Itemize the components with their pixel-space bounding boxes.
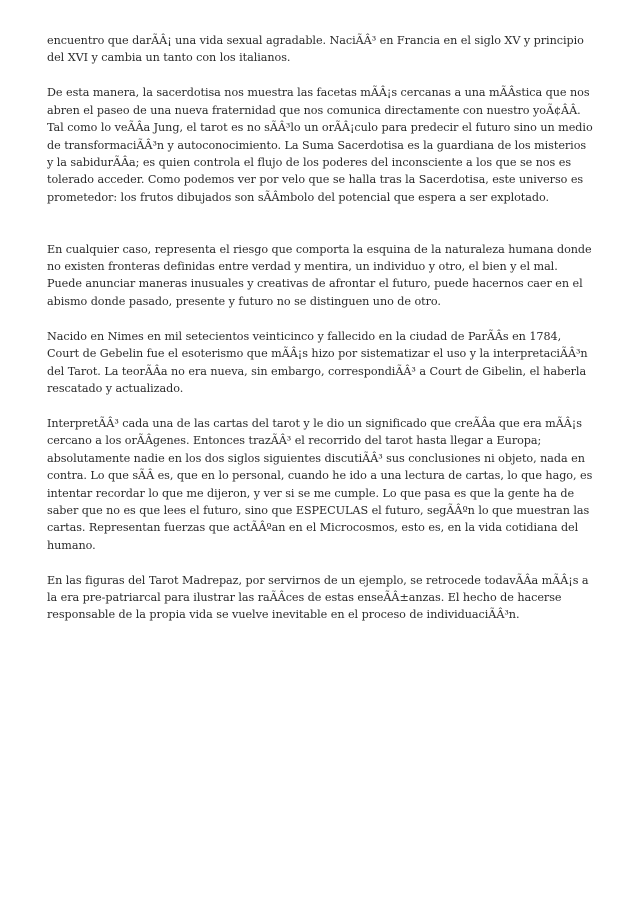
paragraph-6: En las figuras del Tarot Madrepaz, por servirnos de un ejemplo, se retrocede todavÃÂa mÃÂ¡s a la era pre-patriarcal para ilustrar las raÃÂces de estas enseÃÂ±anzas. El hecho de hacerse responsable de la propia vida se vuelve inevitable en el proceso de individuaciÃÂ³n. — [47, 573, 589, 622]
paragraph-2: De esta manera, la sacerdotisa nos muestra las facetas mÃÂ¡s cercanas a una mÃÂstica que nos abren el paseo de una nueva fraternidad que nos comunica directamente con nuestro yoÃ¢ÂÂ. Tal como lo veÃÂa Jung, el tarot es no sÃÂ³lo un orÃÂ¡culo para predecir el futuro sino un medio de transformaciÃÂ³n y autoconocimiento. La Suma Sacerdotisa es la guardiana de los misterios y la sabidurÃÂa; es quien controla el flujo de los poderes del inconsciente a los que se nos es tolerado acceder. Como podemos ver por velo que se halla tras la Sacerdotisa, este universo es prometedor: los frutos dibujados son sÃÂmbolo del potencial que espera a ser explotado. — [47, 86, 593, 204]
paragraph-4: Nacido en Nimes en mil setecientos veinticinco y fallecido en la ciudad de ParÃÂs en 1784, Court de Gebelin fue el esoterismo que mÃÂ¡s hizo por sistematizar el uso y la interpretaciÃÂ³n del Tarot. La teorÃÂa no era nueva, sin embargo, correspondiÃÂ³ a Court de Gibelin, el haberla rescatado y actualizado. — [47, 329, 588, 395]
document-body — [47, 32, 595, 624]
paragraph-3: En cualquier caso, representa el riesgo que comporta la esquina de la naturaleza humana donde no existen fronteras definidas entre verdad y mentira, un individuo y otro, el bien y el mal. Puede anunciar maneras inusuales y creativas de afrontar el futuro, puede hacernos caer en el abismo donde pasado, presente y futuro no se distinguen uno de otro. — [47, 242, 592, 308]
paragraph-1: encuentro que darÃÂ¡ una vida sexual agradable. NaciÃÂ³ en Francia en el siglo XV y principio del XVI y cambia un tanto con los italianos. — [47, 34, 584, 65]
paragraph-5: InterpretÃÂ³ cada una de las cartas del tarot y le dio un significado que creÃÂa que era mÃÂ¡s cercano a los orÃÂgenes. Entonces trazÃÂ³ el recorrido del tarot hasta llegar a Europa; absolutamente nadie en los dos siglos siguientes discutiÃÂ³ sus conclusiones ni objeto, nada en contra. Lo que sÃÂ es, que en lo personal, cuando he ido a una lectura de cartas, lo que hago, es intentar recordar lo que me dijeron, y ver si se me cumple. Lo que pasa es que la gente ha de saber que no es que lees el futuro, sino que ESPECULAS el futuro, segÃÂºn lo que muestran las cartas. Representan fuerzas que actÃÂºan en el Microcosmos, esto es, en la vida cotidiana del humano. — [47, 416, 593, 552]
